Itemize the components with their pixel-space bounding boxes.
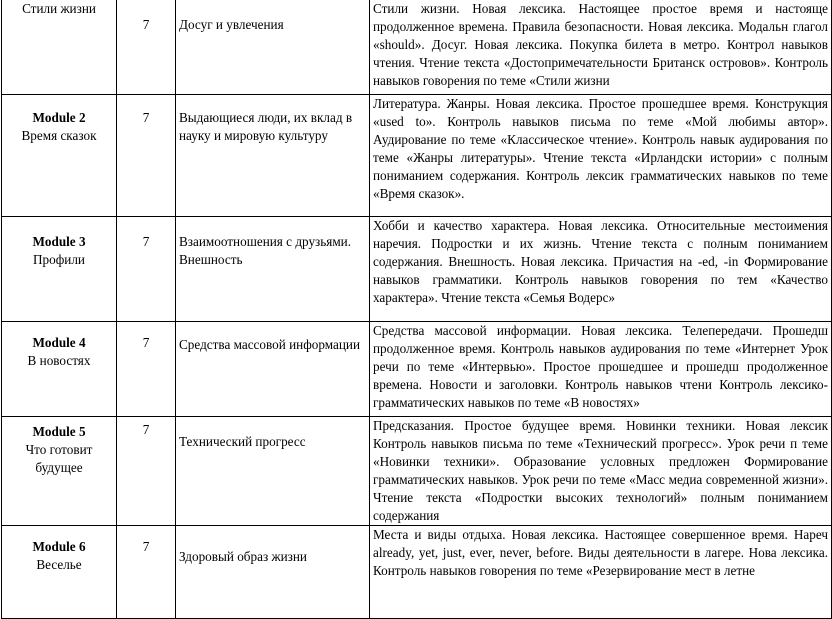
table-row bbox=[2, 0, 832, 95]
hours-cell: 7 bbox=[117, 0, 176, 95]
module-cell bbox=[2, 217, 117, 322]
content-cell bbox=[370, 217, 832, 322]
table-row bbox=[2, 417, 832, 526]
hours-cell: 7 bbox=[117, 417, 176, 526]
module-cell bbox=[2, 95, 117, 217]
module-subtitle: Стили жизни bbox=[22, 1, 96, 16]
content-cell bbox=[370, 95, 832, 217]
hours-cell: 7 bbox=[117, 322, 176, 417]
content-cell bbox=[370, 0, 832, 95]
module-title: Module 4 bbox=[32, 335, 86, 350]
table-row bbox=[2, 526, 832, 619]
theme-cell: Выдающиеся люди, их вклад в науку и мировую культуру bbox=[176, 95, 370, 217]
table-row bbox=[2, 322, 832, 417]
content-text: Литература. Жанры. Новая лексика. Простое прошедшее время. Конструкция «used to». Контроль навыков письма по теме «Мой любимы автор». Аудирование по теме «Классическое чтение». Контроль навык аудирования по теме «Жанры литературы». Чтение текста «Ирландски истории» с полным пониманием содержания. Контроль лексик грамматических навыков по теме «Время сказок». bbox=[373, 96, 828, 201]
module-cell bbox=[2, 0, 117, 95]
theme-cell: Технический прогресс bbox=[176, 417, 370, 526]
module-subtitle: В новостях bbox=[27, 353, 91, 368]
module-cell bbox=[2, 322, 117, 417]
module-title: Module 6 bbox=[32, 539, 86, 554]
hours-cell: 7 bbox=[117, 95, 176, 217]
theme-cell: Здоровый образ жизни bbox=[176, 526, 370, 619]
content-text: Стили жизни. Новая лексика. Настоящее простое время и настояще продолженное времена. Правила безопасности. Новая лексика. Модальн глагол «should». Досуг. Новая лексика. Покупка билета в метро. Контрол навыков чтения. Чтение текста «Достопримечательности Британск островов». Контроль навыков говорения по теме «Стили жизни bbox=[373, 1, 828, 88]
content-cell bbox=[370, 322, 832, 417]
curriculum-table bbox=[1, 0, 832, 619]
module-cell bbox=[2, 526, 117, 619]
module-subtitle: Время сказок bbox=[21, 128, 97, 143]
hours-cell: 7 bbox=[117, 217, 176, 322]
theme-cell: Взаимоотношения с друзьями. Внешность bbox=[176, 217, 370, 322]
module-title: Module 2 bbox=[32, 110, 86, 125]
content-text: Предсказания. Простое будущее время. Новинки техники. Новая лексик Контроль навыков письма по теме «Технический прогресс». Урок речи п теме «Новинки техники». Образование условных предложен Формирование грамматических навыков. Урок речи по теме «Масс медиа современной жизни». Чтение текста «Подростки высоких технологий» полным пониманием содержания bbox=[373, 418, 828, 523]
theme-cell: Досуг и увлечения bbox=[176, 0, 370, 95]
content-text: Средства массовой информации. Новая лексика. Телепередачи. Прошедш продолженное время. Контроль навыков аудирования по теме «Интернет Урок речи по теме «Интервью». Простое прошедшее и прошедш продолженное времена. Новости и заголовки. Контроль навыков чтени Контроль лексико-грамматических навыков по теме «В новостях» bbox=[373, 323, 828, 410]
module-subtitle: Профили bbox=[33, 252, 85, 267]
content-cell bbox=[370, 526, 832, 619]
module-cell bbox=[2, 417, 117, 526]
theme-cell: Средства массовой информации bbox=[176, 322, 370, 417]
module-subtitle: Что готовит будущее bbox=[25, 442, 93, 475]
content-cell bbox=[370, 417, 832, 526]
content-text: Хобби и качество характера. Новая лексика. Относительные местоимения наречия. Подростки и их жизнь. Чтение текста с полным пониманием содержания. Внешность. Новая лексика. Причастия на -ed, -in Формирование навыков грамматики. Контроль навыков говорения по тем «Качество характера». Чтение текста «Семья Водерс» bbox=[373, 218, 828, 305]
module-title: Module 5 bbox=[32, 424, 86, 439]
content-text: Места и виды отдыха. Новая лексика. Настоящее совершенное время. Нареч already, yet, just, ever, never, before. Виды деятельности в лагере. Нова лексика. Контроль навыков говорения по теме «Резервирование мест в летне bbox=[373, 527, 828, 578]
module-subtitle: Веселье bbox=[36, 557, 82, 572]
table-row bbox=[2, 95, 832, 217]
table-row bbox=[2, 217, 832, 322]
module-title: Module 3 bbox=[32, 234, 86, 249]
hours-cell: 7 bbox=[117, 526, 176, 619]
